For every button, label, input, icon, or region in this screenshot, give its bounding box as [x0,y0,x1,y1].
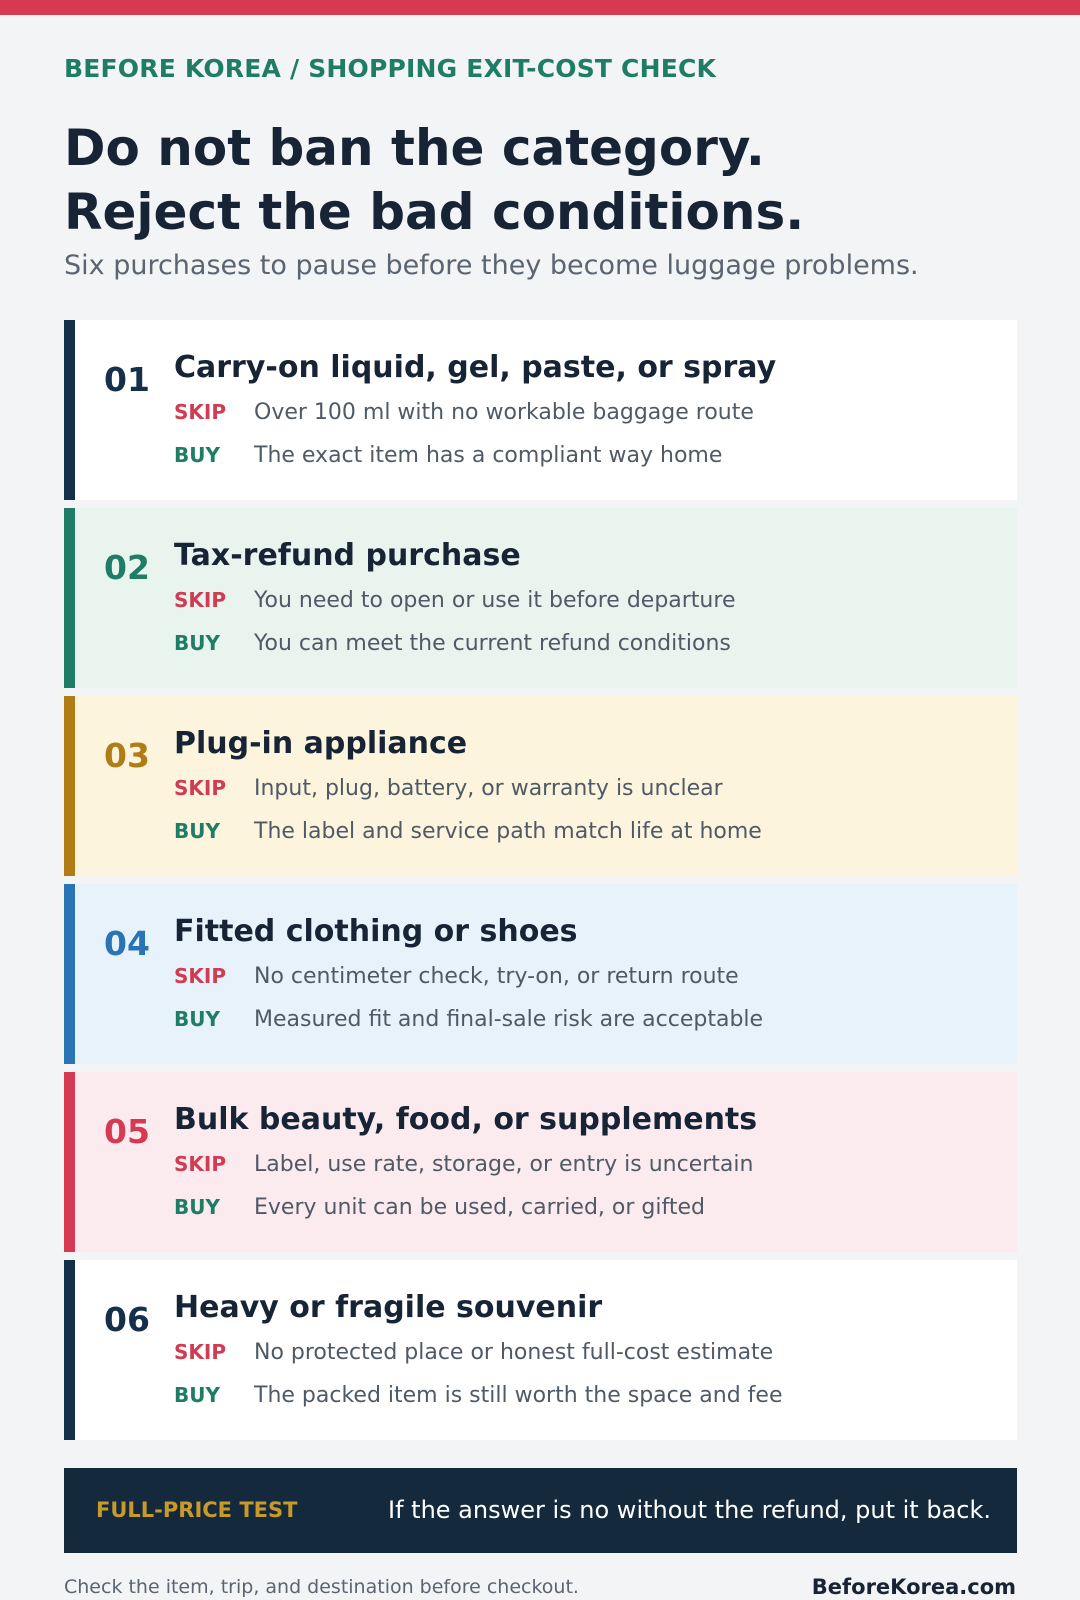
checklist-item [64,884,1017,1064]
item-accent-stripe [64,884,75,1064]
item-accent-stripe [64,508,75,688]
buy-tag: BUY [174,631,220,655]
buy-tag: BUY [174,443,220,467]
brand-link[interactable]: BeforeKorea.com [811,1575,1016,1599]
full-price-test-label: FULL-PRICE TEST [96,1498,298,1522]
item-accent-stripe [64,1260,75,1440]
item-accent-stripe [64,1072,75,1252]
checklist-item [64,696,1017,876]
subtitle: Six purchases to pause before they become luggage problems. [64,250,919,281]
buy-tag: BUY [174,1383,220,1407]
item-accent-stripe [64,696,75,876]
skip-tag: SKIP [174,964,227,988]
buy-tag: BUY [174,1195,220,1219]
skip-condition: Label, use rate, storage, or entry is uncertain [254,1152,754,1177]
item-number: 03 [104,736,150,775]
item-title: Plug-in appliance [174,726,468,761]
buy-condition: You can meet the current refund conditions [254,631,731,656]
checklist-item [64,320,1017,500]
buy-tag: BUY [174,819,220,843]
item-accent-stripe [64,320,75,500]
footer-note: Check the item, trip, and destination before checkout. [64,1576,579,1598]
headline-line-2: Reject the bad conditions. [64,183,805,241]
full-price-test-message: If the answer is no without the refund, put it back. [388,1496,991,1524]
buy-condition: The packed item is still worth the space and fee [254,1383,783,1408]
buy-tag: BUY [174,1007,220,1031]
checklist-item [64,508,1017,688]
headline [64,116,804,244]
skip-tag: SKIP [174,1152,227,1176]
item-number: 04 [104,924,150,963]
buy-condition: The label and service path match life at home [254,819,762,844]
skip-tag: SKIP [174,1340,227,1364]
item-title: Tax-refund purchase [174,538,521,573]
item-title: Fitted clothing or shoes [174,914,578,949]
item-number: 06 [104,1300,150,1339]
checklist-item [64,1260,1017,1440]
headline-line-1: Do not ban the category. [64,119,765,177]
skip-tag: SKIP [174,588,227,612]
item-title: Bulk beauty, food, or supplements [174,1102,758,1137]
skip-condition: No centimeter check, try-on, or return route [254,964,739,989]
item-number: 01 [104,360,150,399]
item-title: Carry-on liquid, gel, paste, or spray [174,350,777,385]
buy-condition: The exact item has a compliant way home [254,443,723,468]
skip-condition: Over 100 ml with no workable baggage route [254,400,754,425]
full-price-test-box [64,1468,1017,1553]
skip-condition: You need to open or use it before departure [254,588,736,613]
item-title: Heavy or fragile souvenir [174,1290,603,1325]
buy-condition: Every unit can be used, carried, or gifted [254,1195,705,1220]
top-accent-bar [0,0,1080,15]
skip-tag: SKIP [174,776,227,800]
skip-condition: No protected place or honest full-cost estimate [254,1340,774,1365]
item-number: 02 [104,548,150,587]
item-number: 05 [104,1112,150,1151]
skip-tag: SKIP [174,400,227,424]
buy-condition: Measured fit and final-sale risk are acceptable [254,1007,764,1032]
kicker: BEFORE KOREA / SHOPPING EXIT-COST CHECK [64,54,717,83]
skip-condition: Input, plug, battery, or warranty is unclear [254,776,723,801]
checklist-item [64,1072,1017,1252]
